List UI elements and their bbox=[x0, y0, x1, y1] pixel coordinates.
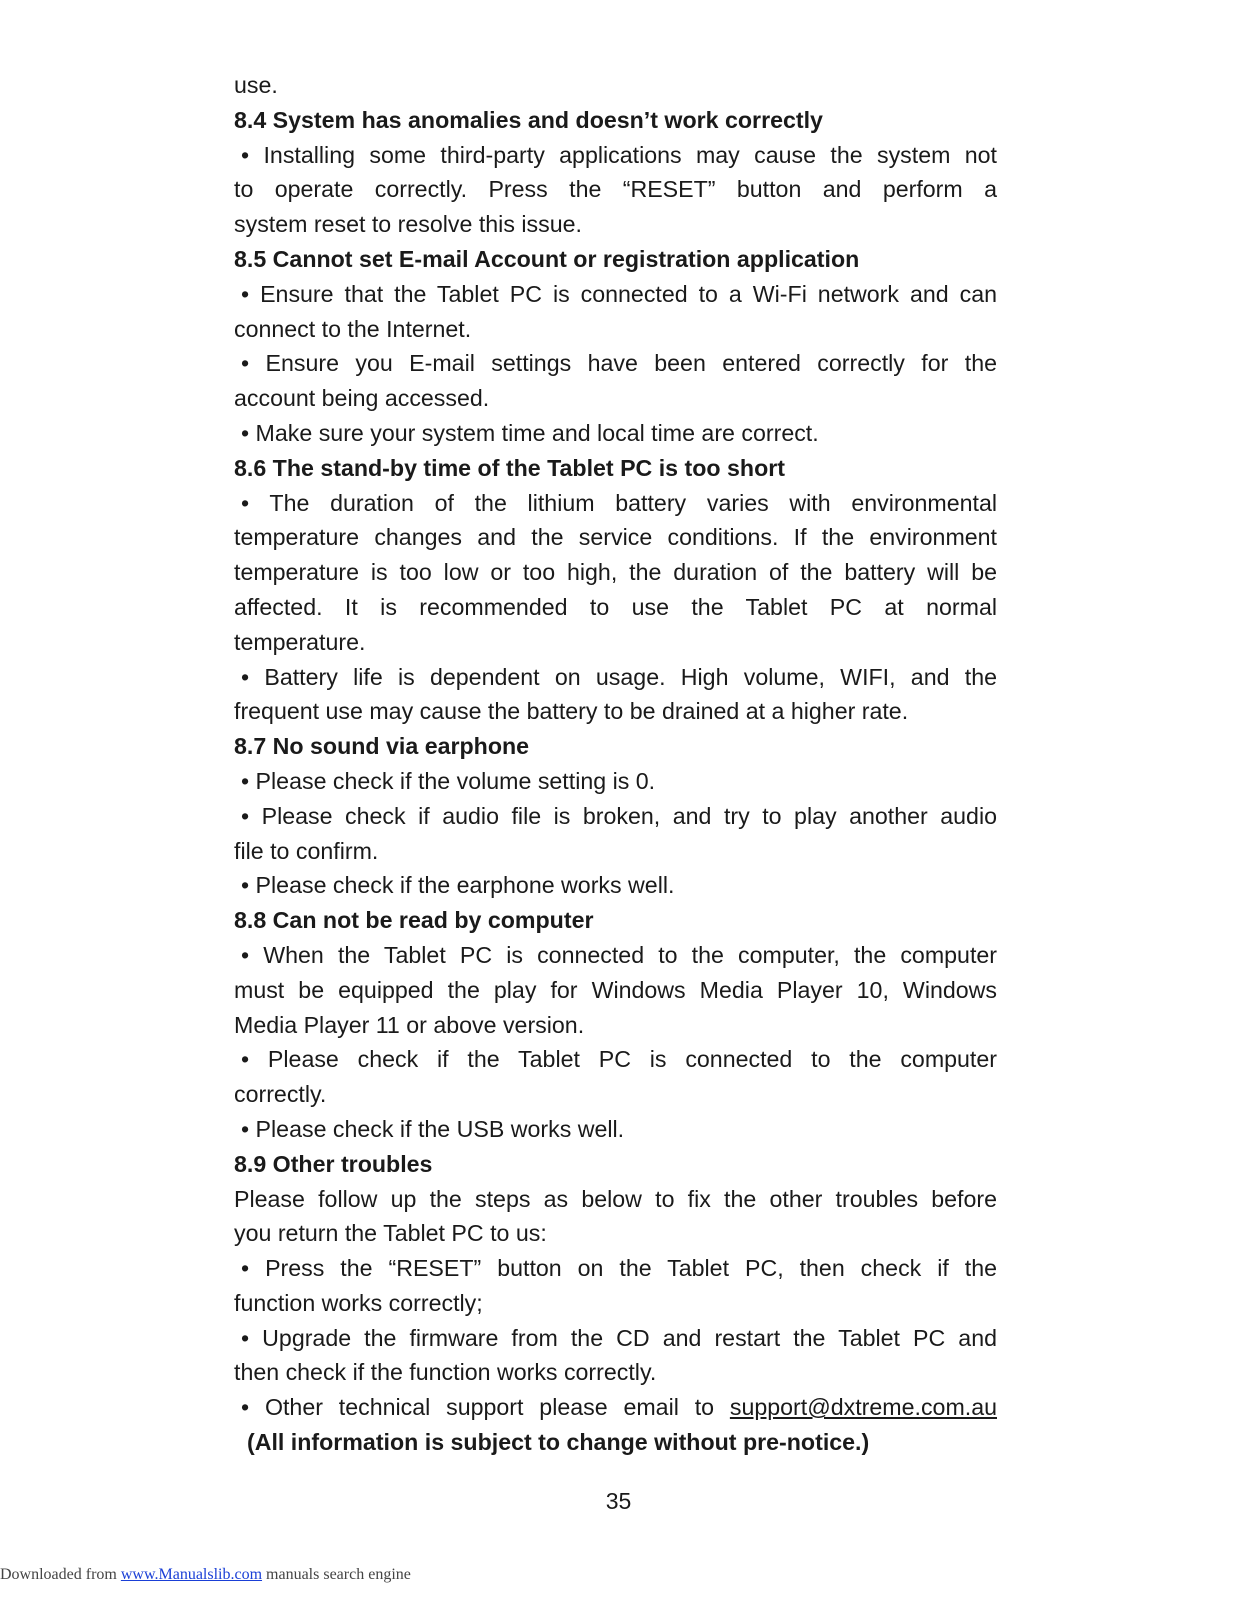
body-line: must be equipped the play for Windows Media Player 10, Windows bbox=[234, 976, 997, 1003]
body-line: to operate correctly. Press the “RESET” button and perform a bbox=[234, 176, 997, 203]
body-line: frequent use may cause the battery to be drained at a higher rate. bbox=[234, 698, 909, 725]
bullet-line: • Please check if the Tablet PC is connected to the computer bbox=[241, 1046, 997, 1073]
section-heading: 8.7 No sound via earphone bbox=[234, 733, 530, 760]
body-line: Please follow up the steps as below to fix the other troubles before bbox=[234, 1185, 997, 1212]
section-heading: 8.8 Can not be read by computer bbox=[234, 907, 594, 934]
footer-suffix: manuals search engine bbox=[262, 1566, 411, 1583]
body-line: then check if the function works correctly. bbox=[234, 1359, 657, 1386]
manualslib-link[interactable]: www.Manualslib.com bbox=[120, 1566, 263, 1583]
bullet-line: • Battery life is dependent on usage. High volume, WIFI, and the bbox=[241, 663, 997, 690]
body-line: account being accessed. bbox=[234, 385, 490, 412]
bullet-line: • Make sure your system time and local time are correct. bbox=[241, 419, 819, 446]
body-line: you return the Tablet PC to us: bbox=[234, 1220, 547, 1247]
body-line: connect to the Internet. bbox=[234, 315, 472, 342]
bullet-line: • Please check if the USB works well. bbox=[241, 1115, 625, 1142]
body-line: function works correctly; bbox=[234, 1289, 483, 1316]
page-body bbox=[234, 68, 997, 1460]
bullet-line: • Please check if the earphone works well. bbox=[241, 872, 675, 899]
bullet-line: • Please check if the volume setting is 0. bbox=[241, 767, 656, 794]
body-line: temperature is too low or too high, the duration of the battery will be bbox=[234, 559, 997, 586]
bullet-line: • Ensure that the Tablet PC is connected to a Wi-Fi network and can bbox=[241, 280, 997, 307]
section-heading: 8.4 System has anomalies and doesn’t work correctly bbox=[234, 106, 823, 133]
body-line: use. bbox=[234, 72, 278, 98]
bullet-line: • When the Tablet PC is connected to the computer, the computer bbox=[241, 941, 997, 968]
bullet-line: • Press the “RESET” button on the Tablet PC, then check if the bbox=[241, 1255, 997, 1282]
support-line bbox=[234, 1390, 997, 1425]
body-line: Media Player 11 or above version. bbox=[234, 1011, 585, 1038]
change-notice: (All information is subject to change without pre-notice.) bbox=[247, 1429, 870, 1456]
text-lines bbox=[234, 68, 997, 1390]
body-line: temperature. bbox=[234, 628, 366, 655]
bullet-line: • The duration of the lithium battery varies with environmental bbox=[241, 489, 997, 516]
body-line: affected. It is recommended to use the Tablet PC at normal bbox=[234, 593, 997, 620]
bullet-line: • Installing some third-party applications may cause the system not bbox=[241, 141, 997, 168]
section-heading: 8.6 The stand-by time of the Tablet PC is too short bbox=[234, 454, 785, 481]
section-heading: 8.9 Other troubles bbox=[234, 1150, 433, 1177]
support-email-link[interactable]: support@dxtreme.com.au bbox=[729, 1394, 997, 1421]
body-line: temperature changes and the service conditions. If the environment bbox=[234, 524, 997, 551]
bullet-line: • Upgrade the firmware from the CD and restart the Tablet PC and bbox=[241, 1324, 997, 1351]
body-line: system reset to resolve this issue. bbox=[234, 211, 582, 238]
download-footer bbox=[0, 1566, 411, 1584]
bullet-line: • Ensure you E-mail settings have been entered correctly for the bbox=[241, 350, 997, 377]
page-number: 35 bbox=[605, 1488, 632, 1514]
body-line: correctly. bbox=[234, 1081, 327, 1108]
bullet-line: • Please check if audio file is broken, and try to play another audio bbox=[241, 802, 997, 829]
section-heading: 8.5 Cannot set E-mail Account or registration application bbox=[234, 245, 860, 272]
footer-prefix: Downloaded from bbox=[0, 1566, 121, 1583]
support-line-text: • Other technical support please email to bbox=[241, 1394, 730, 1421]
body-line: file to confirm. bbox=[234, 837, 379, 864]
